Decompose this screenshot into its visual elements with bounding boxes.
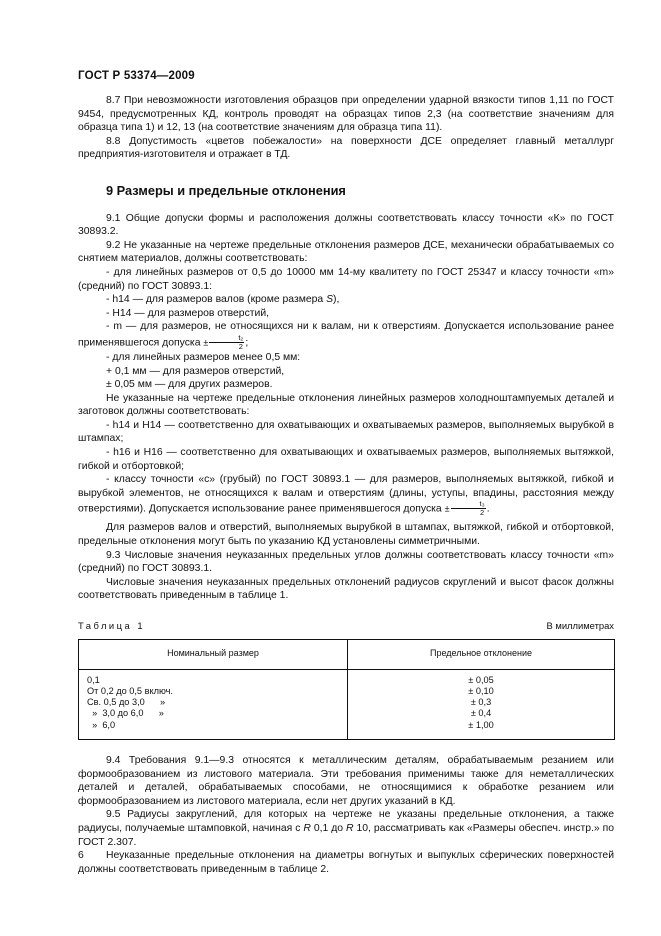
list-item [78, 293, 614, 307]
paragraph-spherical: Неуказанные предельные отклонения на диаметры вогнутых и выпуклых сферических поверхностей должны соответствовать приведенным в таблице 2. [78, 850, 614, 875]
table-cell: От 0,2 до 0,5 включ. [87, 685, 173, 696]
paragraph-9-2: 9.2 Не указанные на чертеже предельные отклонения размеров ДСЕ, механически обрабатываемых со снятием материалов, должны соответствовать: [78, 239, 614, 265]
list-item-text: - m — для размеров, не относящихся ни к валам, ни к отверстиям. Допускается использование ранее применявшегося допуска [78, 321, 614, 349]
paragraph-symmetric: Для размеров валов и отверстий, выполняемых вырубкой в штампах, вытяжкой, гибкой и отбортовкой, предельные отклонения могут быть по указанию КД установлены симметричными. [78, 522, 614, 548]
table-cell: » 3,0 до 6,0 » [87, 708, 164, 719]
list-item-text: ), [333, 294, 340, 306]
table-row [79, 669, 615, 739]
list-item: ± 0,05 мм — для других размеров. [106, 379, 273, 391]
plus-minus-sign: ± [444, 503, 450, 514]
list-item: - h14 и H14 — соответственно для охватывающих и охватываемых размеров, выполняемых вырубкой в штампах; [78, 419, 614, 445]
table-cell: ± 0,4 [470, 708, 492, 719]
table-units: В миллиметрах [546, 620, 614, 631]
table-cell-deviations [348, 669, 615, 739]
paragraph-8-8: 8.8 Допустимость «цветов побежалости» на поверхности ДСЕ определяет главный металлург предприятия-изготовителя и отражает в ТД. [78, 135, 614, 161]
table-cell: ± 0,3 [470, 697, 492, 708]
paragraph-8-7: 8.7 При невозможности изготовления образцов при определении ударной вязкости типов 1,11 по ГОСТ 9454, предусмотренных КД, контроль проводят на образцах типов 2,3 (на соответствие значениям для образца типа 1) и 12, 13 (на соответствие значениям для образца типа 11). [78, 95, 614, 134]
list-item: - для линейных размеров менее 0,5 мм: [106, 351, 301, 363]
fraction-denominator: 2 [238, 341, 243, 351]
page-number: 6 [78, 850, 84, 861]
paragraph-text: 9.5 Радиусы закруглений, для которых на чертеже не указаны предельные отклонения, а также радиусы, получаемые штамповкой, начиная с [78, 809, 614, 835]
list-item-text: - h14 — для размеров валов (кроме размера [106, 294, 327, 306]
paragraph-9-5 [78, 808, 614, 849]
fraction [209, 334, 244, 351]
table-caption-row [78, 619, 614, 633]
radius-symbol: R [345, 823, 354, 835]
table-cell-sizes [79, 669, 348, 739]
plus-minus-sign: ± [203, 337, 209, 348]
list-item: - h16 и H16 — соответственно для охватывающих и охватываемых размеров, выполняемых вытяжкой, гибкой и отбортовкой; [78, 447, 614, 472]
table-caption: Таблица 1 [78, 620, 146, 631]
list-item: - для линейных размеров от 0,5 до 10000 мм 14-му квалитету по ГОСТ 25347 и классу точности «m» (средний) по ГОСТ 30893.1: [78, 266, 614, 292]
table-cell: ± 0,05 [468, 674, 494, 685]
paragraph-cold-stamped: Не указанные на чертеже предельные отклонения линейных размеров холодноштампуемых деталей и заготовок должны соответствовать: [78, 392, 614, 418]
list-item: - H14 — для размеров отверстий, [106, 307, 270, 319]
list-item-text: - классу точности «с» (грубый) по ГОСТ 30893.1 — для размеров, выполняемых вытяжкой, гибкой и вырубкой элементов, не относящихся к валам и отверстиям (длины, уступы, впадины, расстояния между отверстиями). Допускается использование ранее применявшегося допуска [78, 474, 614, 515]
paragraph-9-1: 9.1 Общие допуски формы и расположения должны соответствовать классу точности «К» по ГОСТ 30893.2. [78, 212, 614, 238]
table-header-cell: Предельное отклонение [348, 639, 615, 669]
table-cell: ± 1,00 [468, 719, 494, 730]
paragraph-9-3: 9.3 Числовые значения неуказанных предельных углов должны соответствовать классу точности «m» (средний) по ГОСТ 30893.1. [78, 549, 614, 575]
list-item: - классу точности «с» (грубый) по ГОСТ 30893.1 — для размеров, выполняемых вытяжкой, гибкой и вырубкой элементов, не относящихся к валам и отверстиям (длины, уступы, впадины, расстояния между отверстиями). Допускается использование ранее применявшегося допуска ± $\frac{\text{t₃}}{2}$ . [78, 474, 614, 518]
paragraph-9-4: 9.4 Требования 9.1—9.3 относятся к металлическим деталям, обрабатываемым резанием или формообразованием из листового материала. Эти требования применимы также для неметаллических деталей и деталей, обрабатываемых способами, не относящимися к обработке резанием или формообразованием из листового материала, если нет других указаний в КД. [78, 755, 614, 807]
paragraph-text: 10, рассматривать как «Размеры обеспеч. инстр.» по ГОСТ 2.307. [78, 823, 614, 848]
table-header-cell: Номинальный размер [79, 639, 348, 669]
section-heading: 9 Размеры и предельные отклонения [106, 182, 346, 198]
table-cell: 0,1 [87, 674, 100, 685]
fraction-numerator: t₃ [451, 500, 486, 509]
list-item: - m — для размеров, не относящихся ни к валам, ни к отверстиям. Допускается использование ранее применявшегося допуска ± $\frac{\text{t₂}}{2}$ ; [78, 321, 614, 351]
paragraph-text: 0,1 до [310, 823, 346, 835]
paragraph-radii: Числовые значения неуказанных предельных отклонений радиусов скруглений и высот фасок должны соответствовать приведенным в таблице 1. [78, 576, 614, 602]
fraction [451, 500, 486, 517]
table-cell: ± 0,10 [468, 685, 494, 696]
table-header-row [79, 639, 615, 669]
radius-symbol: R [303, 823, 311, 835]
document-header: ГОСТ Р 53374—2009 [78, 70, 195, 82]
table-1 [78, 639, 615, 740]
list-item: + 0,1 мм — для размеров отверстий, [106, 365, 285, 377]
fraction-numerator: t₂ [209, 334, 244, 343]
table-cell: Св. 0,5 до 3,0 » [87, 697, 166, 708]
table-cell: » 6,0 [87, 719, 116, 730]
page-body [78, 94, 614, 876]
fraction-denominator: 2 [480, 508, 485, 518]
size-symbol: S [326, 294, 334, 306]
